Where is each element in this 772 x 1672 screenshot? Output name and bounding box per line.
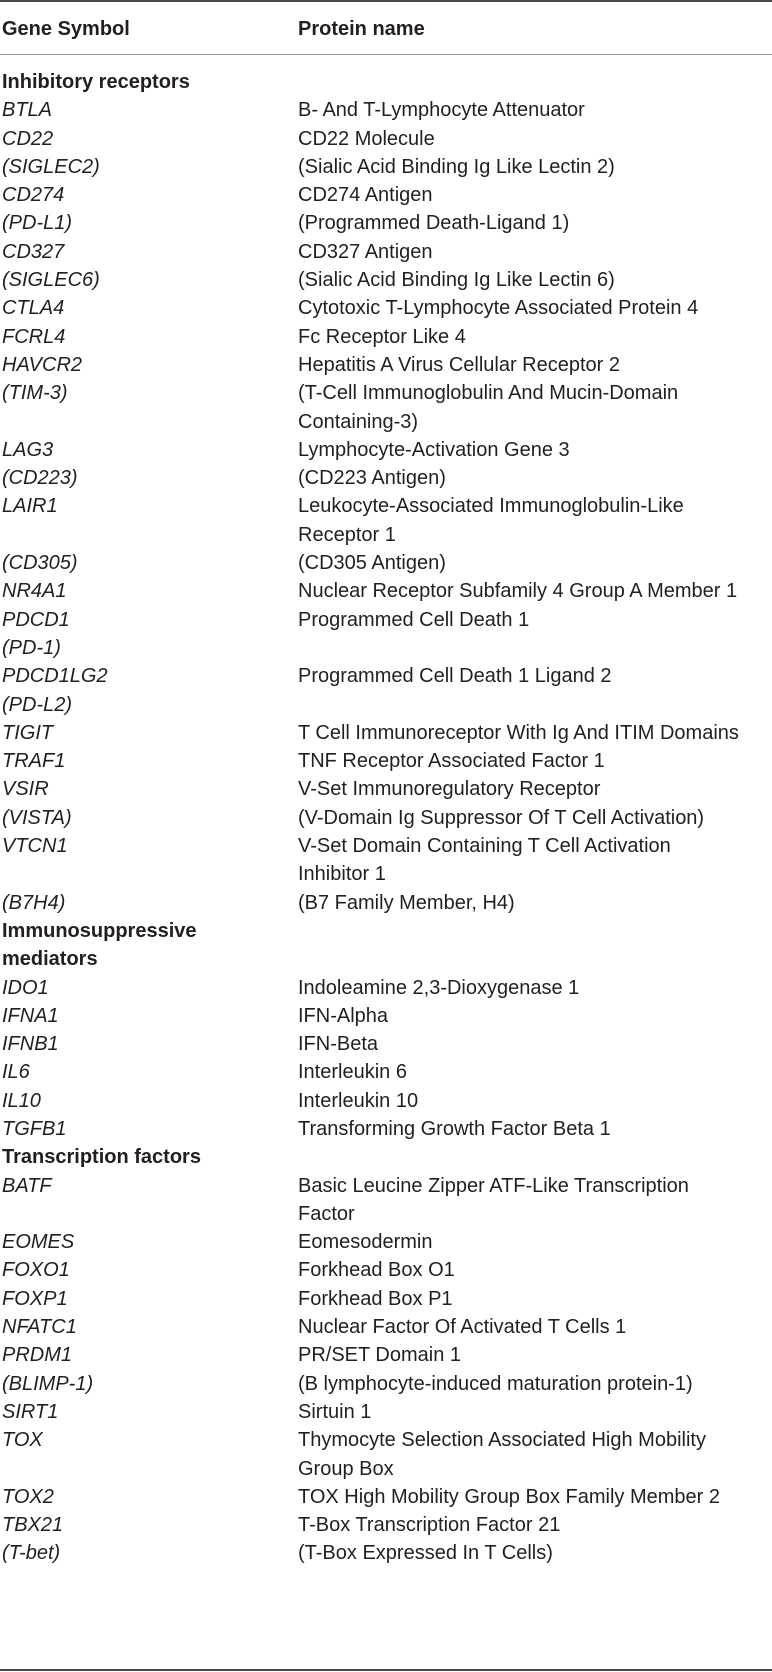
protein-name-line: (T-Cell Immunoglobulin And Mucin-Domain [298, 382, 679, 405]
protein-name-line: Thymocyte Selection Associated High Mobility [298, 1429, 706, 1452]
gene-symbol-line: LAIR1 [2, 495, 58, 518]
protein-name-line: V-Set Domain Containing T Cell Activation [298, 835, 671, 858]
protein-name-line: Eomesodermin [298, 1231, 433, 1254]
table-row [0, 294, 772, 322]
protein-name-cell [298, 775, 600, 803]
gene-symbol-line: TOX [2, 1429, 43, 1452]
protein-name-cell [298, 1398, 371, 1426]
table-row [0, 351, 772, 379]
protein-name-line: PR/SET Domain 1 [298, 1344, 462, 1367]
table-row [0, 1511, 772, 1539]
gene-symbol-line: FOXO1 [2, 1259, 70, 1282]
table-row [0, 832, 772, 889]
gene-symbol-line: BTLA [2, 99, 53, 122]
gene-symbol-cell [2, 1398, 58, 1426]
protein-name-cell [298, 1228, 433, 1256]
protein-name-cell [298, 181, 433, 209]
gene-symbol-cell [2, 492, 58, 520]
protein-name-line: (Sialic Acid Binding Ig Like Lectin 2) [298, 155, 615, 178]
protein-name-line: CD22 Molecule [298, 127, 435, 150]
gene-symbol-cell [2, 379, 68, 407]
gene-symbol-line: IFNB1 [2, 1033, 59, 1056]
gene-symbol-line: PDCD1LG2 [2, 665, 108, 688]
protein-name-cell [298, 1058, 407, 1086]
gene-symbol-line: (CD305) [2, 552, 78, 575]
protein-name-line: CD274 Antigen [298, 184, 433, 207]
gene-symbol-line: PRDM1 [2, 1344, 73, 1367]
protein-name-line: Fc Receptor Like 4 [298, 325, 466, 348]
protein-name-cell [298, 662, 612, 690]
protein-name-cell [298, 266, 615, 294]
gene-symbol-cell [2, 1341, 72, 1369]
table-row [0, 238, 772, 266]
section-heading [0, 917, 302, 974]
table-row [0, 1313, 772, 1341]
gene-symbol-line: (TIM-3) [2, 382, 68, 405]
gene-symbol-line: IDO1 [2, 976, 49, 999]
table-row [0, 549, 772, 577]
gene-symbol-line: BATF [2, 1174, 52, 1197]
gene-symbol-cell [2, 832, 68, 860]
protein-name-line: T Cell Immunoreceptor With Ig And ITIM Domains [298, 721, 739, 744]
table-row [0, 1087, 772, 1115]
gene-symbol-line: SIRT1 [2, 1400, 59, 1423]
gene-symbol-line: CD274 [2, 184, 65, 207]
gene-symbol-cell [2, 209, 72, 237]
table-row [0, 1115, 772, 1143]
protein-name-cell [298, 1539, 553, 1567]
gene-symbol-cell [2, 889, 65, 917]
protein-name-cell [298, 1370, 693, 1398]
table-row [0, 1483, 772, 1511]
table-row [0, 1228, 772, 1256]
gene-symbol-cell [2, 662, 108, 719]
protein-name-line: Receptor 1 [298, 523, 396, 546]
gene-symbol-cell [2, 1087, 41, 1115]
protein-name-line: Hepatitis A Virus Cellular Receptor 2 [298, 353, 621, 376]
table-row [0, 1256, 772, 1284]
table-row [0, 1341, 772, 1369]
gene-symbol-line: IL6 [2, 1061, 30, 1084]
gene-symbol-line: (BLIMP-1) [2, 1372, 94, 1395]
gene-symbol-line: EOMES [2, 1231, 75, 1254]
protein-name-cell [298, 1285, 453, 1313]
gene-symbol-cell [2, 96, 52, 124]
gene-symbol-line: TBX21 [2, 1514, 64, 1537]
gene-symbol-line: FOXP1 [2, 1287, 68, 1310]
table-row [0, 889, 772, 917]
protein-name-cell [298, 125, 435, 153]
gene-symbol-line: (CD223) [2, 467, 78, 490]
protein-name-line: Forkhead Box O1 [298, 1259, 455, 1282]
protein-name-line: Interleukin 10 [298, 1089, 419, 1112]
protein-name-cell [298, 1115, 611, 1143]
table-row [0, 606, 772, 663]
protein-name-cell [298, 323, 466, 351]
gene-symbol-cell [2, 266, 100, 294]
protein-name-cell [298, 153, 615, 181]
protein-name-line: CD327 Antigen [298, 240, 433, 263]
protein-name-line: (B7 Family Member, H4) [298, 891, 515, 914]
gene-symbol-line: VSIR [2, 778, 49, 801]
gene-symbol-cell [2, 1313, 77, 1341]
protein-name-cell [298, 606, 529, 634]
gene-symbol-cell [2, 1370, 93, 1398]
table-row [0, 1285, 772, 1313]
gene-symbol-cell [2, 1539, 60, 1567]
table-row [0, 181, 772, 209]
table-row [0, 775, 772, 803]
gene-symbol-line: CTLA4 [2, 297, 65, 320]
gene-symbol-cell [2, 577, 66, 605]
table-row [0, 662, 772, 719]
gene-symbol-line: TIGIT [2, 721, 54, 744]
protein-name-cell [298, 577, 737, 605]
gene-symbol-line: PDCD1 [2, 608, 70, 631]
protein-name-cell [298, 1341, 461, 1369]
protein-name-cell [298, 804, 704, 832]
table-row [0, 1002, 772, 1030]
protein-name-cell [298, 351, 620, 379]
protein-name-line: (T-Box Expressed In T Cells) [298, 1542, 553, 1565]
gene-symbol-cell [2, 1426, 43, 1454]
protein-name-line: (CD305 Antigen) [298, 552, 446, 575]
protein-name-line: (Sialic Acid Binding Ig Like Lectin 6) [298, 269, 615, 292]
table-row [0, 1058, 772, 1086]
protein-name-cell [298, 1483, 720, 1511]
table-row [0, 1398, 772, 1426]
gene-symbol-line: (PD-1) [2, 636, 61, 659]
table-row [0, 1370, 772, 1398]
gene-symbol-line: (VISTA) [2, 806, 72, 829]
table-row [0, 1426, 772, 1483]
gene-symbol-cell [2, 1172, 52, 1200]
protein-name-line: Transforming Growth Factor Beta 1 [298, 1117, 611, 1140]
protein-name-line: Nuclear Factor Of Activated T Cells 1 [298, 1316, 627, 1339]
protein-name-line: (CD223 Antigen) [298, 467, 446, 490]
gene-symbol-line: (SIGLEC6) [2, 269, 100, 292]
protein-name-line: TNF Receptor Associated Factor 1 [298, 750, 605, 773]
protein-name-cell [298, 1256, 455, 1284]
protein-name-line: Leukocyte-Associated Immunoglobulin-Like [298, 495, 684, 518]
gene-symbol-line: IL10 [2, 1089, 41, 1112]
protein-name-line: T-Box Transcription Factor 21 [298, 1514, 561, 1537]
gene-symbol-cell [2, 804, 72, 832]
protein-name-cell [298, 832, 671, 889]
table-header [0, 0, 772, 54]
protein-name-cell [298, 1426, 706, 1483]
protein-name-line: IFN-Alpha [298, 1004, 389, 1027]
gene-symbol-cell [2, 351, 82, 379]
protein-name-cell [298, 1313, 626, 1341]
protein-name-cell [298, 436, 570, 464]
gene-symbol-cell [2, 1030, 59, 1058]
gene-symbol-line: (PD-L2) [2, 693, 73, 716]
protein-name-line: Programmed Cell Death 1 Ligand 2 [298, 665, 612, 688]
table-row [0, 577, 772, 605]
protein-name-line: Forkhead Box P1 [298, 1287, 453, 1310]
header-gene-symbol: Gene Symbol [2, 18, 130, 40]
gene-symbol-line: FCRL4 [2, 325, 66, 348]
gene-symbol-line: (PD-L1) [2, 212, 73, 235]
gene-symbol-line: LAG3 [2, 438, 54, 461]
gene-symbol-cell [2, 238, 64, 266]
protein-name-cell [298, 974, 579, 1002]
gene-symbol-cell [2, 1115, 66, 1143]
protein-name-line: Indoleamine 2,3-Dioxygenase 1 [298, 976, 580, 999]
protein-name-line: Cytotoxic T-Lymphocyte Associated Protein 4 [298, 297, 699, 320]
gene-symbol-cell [2, 464, 78, 492]
table-row [0, 266, 772, 294]
protein-name-cell [298, 889, 515, 917]
protein-name-cell [298, 1030, 378, 1058]
table-bottom-rule [0, 1669, 772, 1671]
protein-name-cell [298, 1511, 560, 1539]
gene-symbol-line: (SIGLEC2) [2, 155, 100, 178]
gene-symbol-line: NR4A1 [2, 580, 67, 603]
gene-symbol-cell [2, 747, 65, 775]
protein-name-line: (V-Domain Ig Suppressor Of T Cell Activation) [298, 806, 705, 829]
gene-symbol-cell [2, 125, 53, 153]
gene-symbol-line: (B7H4) [2, 891, 66, 914]
gene-symbol-line: HAVCR2 [2, 353, 83, 376]
gene-symbol-cell [2, 1228, 74, 1256]
gene-symbol-cell [2, 974, 49, 1002]
gene-symbol-line: TOX2 [2, 1485, 54, 1508]
protein-name-line: Inhibitor 1 [298, 863, 386, 886]
protein-name-line: Group Box [298, 1457, 394, 1480]
table-row [0, 323, 772, 351]
section-heading-line: mediators [2, 948, 98, 971]
section-heading-line: Immunosuppressive [2, 919, 197, 942]
protein-name-cell [298, 1002, 388, 1030]
header-protein-name: Protein name [298, 18, 425, 40]
header-rule [0, 54, 772, 55]
gene-symbol-line: TRAF1 [2, 750, 66, 773]
gene-symbol-line: TGFB1 [2, 1117, 67, 1140]
gene-symbol-cell [2, 1256, 70, 1284]
gene-symbol-line: IFNA1 [2, 1004, 59, 1027]
table-row [0, 492, 772, 549]
gene-symbol-cell [2, 181, 64, 209]
protein-name-line: Programmed Cell Death 1 [298, 608, 530, 631]
protein-name-line: IFN-Beta [298, 1033, 379, 1056]
protein-name-cell [298, 96, 585, 124]
protein-name-cell [298, 549, 446, 577]
table-row [0, 464, 772, 492]
protein-name-line: Lymphocyte-Activation Gene 3 [298, 438, 570, 461]
gene-symbol-cell [2, 549, 78, 577]
gene-symbol-line: VTCN1 [2, 835, 68, 858]
table-row [0, 96, 772, 124]
protein-name-line: B- And T-Lymphocyte Attenuator [298, 99, 585, 122]
protein-name-line: Sirtuin 1 [298, 1400, 372, 1423]
table-row [0, 436, 772, 464]
protein-name-line: Containing-3) [298, 410, 419, 433]
protein-name-line: Interleukin 6 [298, 1061, 407, 1084]
table-row [0, 125, 772, 153]
table-row [0, 1172, 772, 1229]
gene-symbol-cell [2, 294, 64, 322]
table-row [0, 747, 772, 775]
protein-name-line: TOX High Mobility Group Box Family Member 2 [298, 1485, 720, 1508]
gene-symbol-cell [2, 1058, 30, 1086]
gene-symbol-line: NFATC1 [2, 1316, 77, 1339]
protein-name-line: Nuclear Receptor Subfamily 4 Group A Member 1 [298, 580, 738, 603]
gene-symbol-line: CD22 [2, 127, 54, 150]
table-body [0, 68, 772, 1568]
protein-name-cell [298, 1172, 689, 1229]
table-row [0, 1539, 772, 1567]
protein-name-cell [298, 492, 684, 549]
section-heading-line: Inhibitory receptors [2, 71, 190, 93]
protein-name-cell [298, 379, 678, 436]
section-heading [0, 68, 302, 96]
table-row [0, 153, 772, 181]
gene-symbol-cell [2, 153, 100, 181]
protein-name-cell [298, 294, 698, 322]
section-heading-line: Transcription factors [2, 1146, 201, 1169]
gene-symbol-cell [2, 1285, 68, 1313]
protein-name-cell [298, 238, 433, 266]
table-row [0, 804, 772, 832]
protein-name-line: (Programmed Death-Ligand 1) [298, 212, 570, 235]
gene-symbol-line: CD327 [2, 240, 65, 263]
table-row [0, 1030, 772, 1058]
gene-symbol-cell [2, 1002, 59, 1030]
protein-name-line: V-Set Immunoregulatory Receptor [298, 778, 601, 801]
gene-symbol-line: (T-bet) [2, 1542, 61, 1565]
protein-name-cell [298, 209, 569, 237]
gene-symbol-cell [2, 436, 53, 464]
table-row [0, 209, 772, 237]
gene-symbol-cell [2, 1511, 63, 1539]
protein-name-cell [298, 464, 446, 492]
table-row [0, 974, 772, 1002]
table-row [0, 719, 772, 747]
protein-name-line: Basic Leucine Zipper ATF-Like Transcription [298, 1174, 689, 1197]
section-heading [0, 1143, 302, 1171]
gene-symbol-cell [2, 1483, 54, 1511]
protein-name-cell [298, 719, 739, 747]
table-row [0, 379, 772, 436]
gene-symbol-cell [2, 606, 70, 663]
protein-name-cell [298, 1087, 418, 1115]
protein-name-line: (B lymphocyte-induced maturation protein-1) [298, 1372, 693, 1395]
protein-name-line: Factor [298, 1202, 355, 1225]
protein-name-cell [298, 747, 605, 775]
gene-symbol-cell [2, 775, 49, 803]
gene-symbol-cell [2, 323, 65, 351]
gene-symbol-cell [2, 719, 53, 747]
